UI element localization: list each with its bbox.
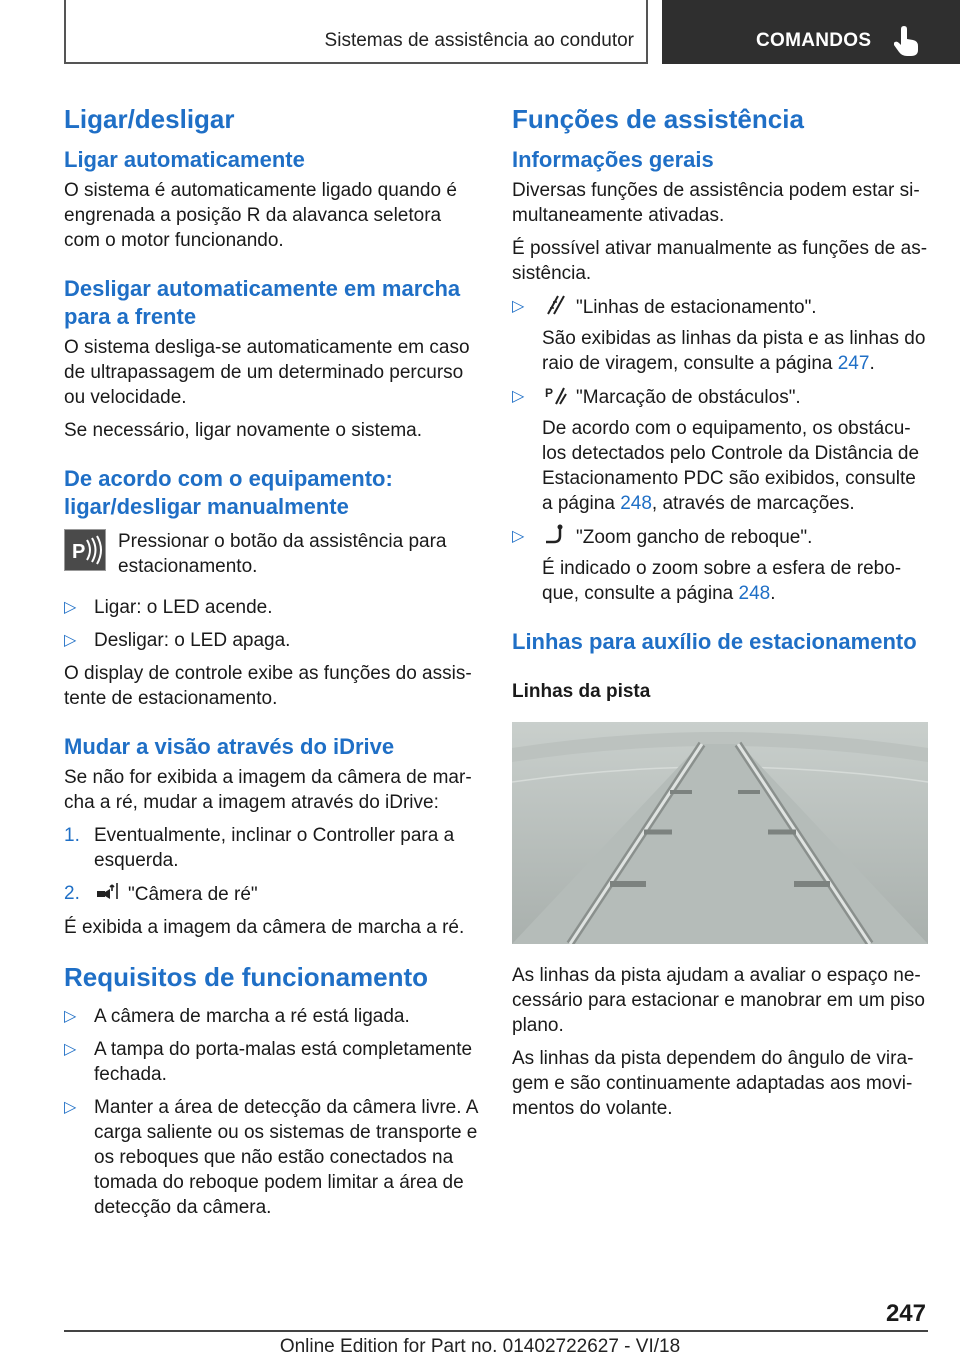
paragraph-change-view: Se não for exibida a imagem da câmera de marcha a ré, mudar a imagem através do iDrive: xyxy=(64,767,472,813)
list-item: ▷ P "Marcação de obstáculos". De acordo com o equipamento, os obstáculos detectados pelo Controle da Distância de Estacionamento PDC são exibidos, consulte a página 248, através de marcações. xyxy=(512,386,920,514)
rear-camera-icon xyxy=(96,881,120,903)
list-item: ▷ "Zoom gancho de reboque". É indicado o zoom sobre a esfera de reboque, consulte a página 248. xyxy=(512,524,928,606)
paragraph-auto-off: O sistema desliga-se automaticamente em caso de ultrapassagem de um determinado percurso ou velocidade. xyxy=(64,337,470,408)
steps-list xyxy=(64,823,478,907)
heading-manual: De acordo com o equipamento: ligar/desligar manualmente xyxy=(64,466,393,519)
triangle-bullet-icon: ▷ xyxy=(64,1099,77,1116)
paragraph-track-2: As linhas da pista dependem do ângulo de viragem e são continuamente adaptadas aos movimentos do volante. xyxy=(512,1048,914,1119)
header-section-box xyxy=(64,0,648,64)
paragraph-auto-on: O sistema é automaticamente ligado quando é engrenada a posição R da alavanca seletora com o motor funcionando. xyxy=(64,180,457,251)
park-assist-button-icon xyxy=(64,529,106,571)
svg-text:P: P xyxy=(545,386,554,400)
triangle-bullet-icon: ▷ xyxy=(64,1041,77,1058)
heading-track-lines: Linhas da pista xyxy=(512,681,651,702)
edition-footer: Online Edition for Part no. 01402722627 - VI/18 xyxy=(279,1336,681,1357)
right-column xyxy=(512,104,928,1129)
footer-divider xyxy=(64,1330,928,1332)
page-link[interactable]: 248 xyxy=(620,493,652,514)
list-item: ▷ Desligar: o LED apaga. xyxy=(64,630,291,651)
heading-on-off: Ligar/desligar xyxy=(64,104,235,134)
paragraph-reactivate: Se necessário, ligar novamente o sistema. xyxy=(64,420,423,441)
list-item: ▷ Ligar: o LED acende. xyxy=(64,597,273,618)
list-item: 1. Eventualmente, inclinar o Controller para a esquerda. xyxy=(64,825,455,871)
paragraph-view-result: É exibida a imagem da câmera de marcha a ré. xyxy=(64,917,465,938)
requirements-list xyxy=(64,1004,478,1220)
triangle-bullet-icon: ▷ xyxy=(64,632,77,649)
paragraph-general-1: Diversas funções de assistência podem estar simultaneamente ativadas. xyxy=(512,180,920,226)
triangle-bullet-icon: ▷ xyxy=(512,298,525,315)
heading-general-info: Informações gerais xyxy=(512,147,714,172)
list-item: ▷ A câmera de marcha a ré está ligada. xyxy=(64,1006,410,1027)
paragraph-track-1: As linhas da pista ajudam a avaliar o espaço necessário para estacionar e manobrar em um piso plano. xyxy=(512,965,925,1036)
track-lines-illustration xyxy=(512,722,928,944)
triangle-bullet-icon: ▷ xyxy=(512,388,525,405)
heading-auto-off: Desligar automaticamente em marcha para a frente xyxy=(64,276,461,329)
heading-auto-on: Ligar automaticamente xyxy=(64,147,305,172)
park-assist-button-row xyxy=(64,529,478,579)
obstacle-marking-icon xyxy=(544,384,568,406)
heading-requirements: Requisitos de funcionamento xyxy=(64,962,429,992)
heading-change-view: Mudar a visão através do iDrive xyxy=(64,734,395,759)
triangle-bullet-icon: ▷ xyxy=(64,1008,77,1025)
heading-assist-functions: Funções de assistência xyxy=(512,104,804,134)
triangle-bullet-icon: ▷ xyxy=(64,599,77,616)
parking-lines-icon xyxy=(544,294,568,316)
page-number: 247 xyxy=(885,1300,926,1327)
triangle-bullet-icon: ▷ xyxy=(512,528,525,545)
header-chapter-label: COMANDOS xyxy=(756,30,872,51)
functions-list xyxy=(512,294,928,606)
paragraph-general-2: É possível ativar manualmente as funções de assistência. xyxy=(512,238,928,284)
header-chapter-tab xyxy=(662,0,960,64)
page-link[interactable]: 247 xyxy=(837,353,870,374)
page-link[interactable]: 248 xyxy=(738,583,771,604)
list-item: 2. "Câmera de ré" xyxy=(64,883,258,905)
list-item: ▷ Manter a área de detecção da câmera livre. A carga saliente ou os sistemas de transporte e os reboques que não estão conectados na tomada do reboque podem limitar a área de detecção da câmera. xyxy=(64,1097,478,1218)
manual-list xyxy=(64,595,478,653)
paragraph-display: O display de controle exibe as funções do assistente de estacionamento. xyxy=(64,663,472,709)
tow-hitch-zoom-icon xyxy=(544,524,568,546)
left-column xyxy=(64,104,478,1228)
list-item: ▷ "Linhas de estacionamento". São exibidas as linhas da pista e as linhas do raio de viragem, consulte a página 247. xyxy=(512,294,928,376)
pointing-hand-icon xyxy=(894,26,920,56)
list-item: ▷ A tampa do porta-malas está completamente fechada. xyxy=(64,1039,473,1085)
header-section-title: Sistemas de assistência ao condutor xyxy=(324,30,634,51)
svg-text:P: P xyxy=(72,541,86,563)
heading-parking-lines: Linhas para auxílio de estacionamento xyxy=(512,629,917,654)
park-assist-button-text: Pressionar o botão da assistência para estacionamento. xyxy=(118,531,447,577)
